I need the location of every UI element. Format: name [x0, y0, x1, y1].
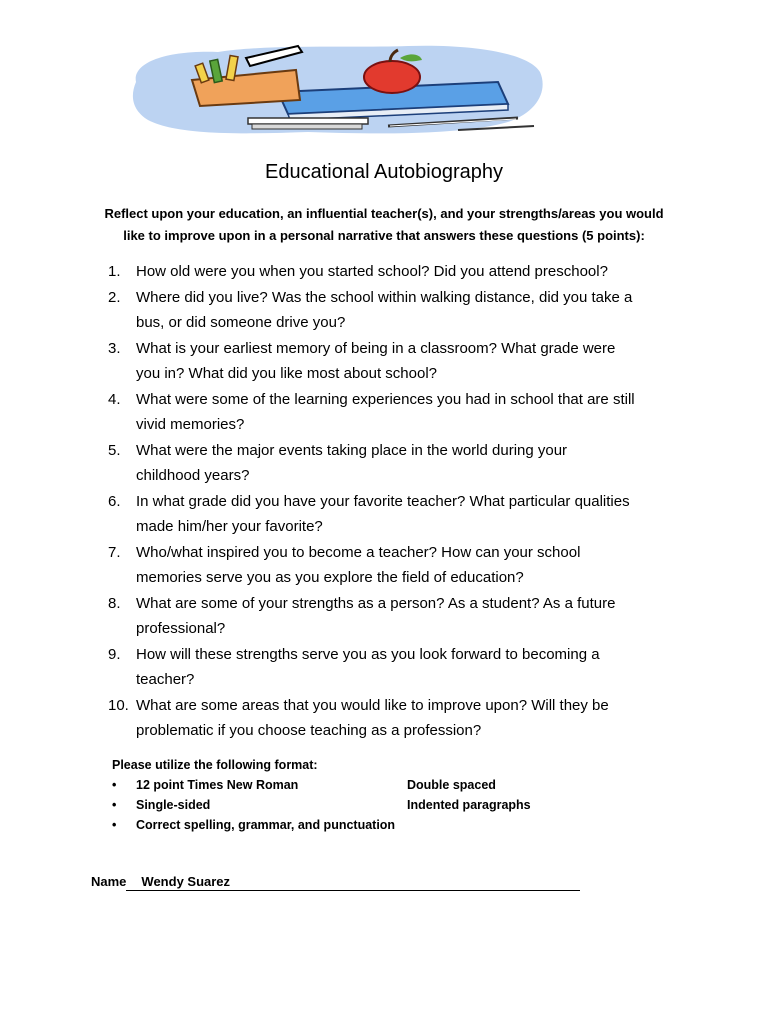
format-item: Single-sided — [136, 798, 211, 812]
question-item — [108, 642, 668, 693]
question-text: What are some of your strengths as a person? As a student? As a future — [136, 594, 616, 612]
intro-paragraph — [80, 203, 688, 247]
name-label: Name — [91, 874, 127, 889]
question-text: What were the major events taking place in the world during your — [136, 441, 568, 459]
bullet-icon: • — [112, 818, 117, 832]
question-item — [108, 438, 668, 489]
question-text: What were some of the learning experiences you had in school that are still — [136, 390, 635, 408]
format-item: Double spaced — [407, 778, 496, 792]
name-field — [91, 872, 591, 892]
format-item: 12 point Times New Roman — [136, 778, 299, 792]
question-number: 10. — [108, 696, 129, 714]
question-text-continued: teacher? — [136, 671, 195, 688]
question-text: What is your earliest memory of being in a classroom? What grade were — [136, 339, 616, 357]
question-number: 7. — [108, 543, 121, 561]
bullet-icon: • — [112, 778, 117, 792]
document-title: Educational Autobiography — [265, 161, 503, 183]
question-text-continued: bus, or did someone drive you? — [136, 314, 346, 331]
name-value[interactable]: Wendy Suarez — [126, 873, 580, 891]
question-text-continued: vivid memories? — [136, 416, 245, 433]
question-item — [108, 336, 668, 387]
question-number: 1. — [108, 263, 121, 280]
question-text: How old were you when you started school? Did you attend preschool? — [136, 263, 608, 280]
format-item: Correct spelling, grammar, and punctuation — [136, 818, 396, 832]
format-row — [112, 815, 632, 835]
question-text-continued: you in? What did you like most about school? — [136, 365, 438, 382]
question-item — [108, 540, 668, 591]
question-number: 8. — [108, 594, 121, 612]
question-number: 6. — [108, 492, 121, 510]
question-number: 4. — [108, 390, 121, 408]
question-item — [108, 591, 668, 642]
question-list — [108, 259, 668, 744]
intro-line-2: like to improve upon in a personal narrative that answers these questions (5 points): — [123, 228, 645, 243]
question-text-continued: made him/her your favorite? — [136, 518, 323, 535]
format-row — [112, 775, 632, 795]
question-text-continued: problematic if you choose teaching as a profession? — [136, 722, 482, 739]
question-number: 2. — [108, 288, 121, 306]
format-row — [112, 795, 632, 815]
question-number: 3. — [108, 339, 121, 357]
question-text: Where did you live? Was the school within walking distance, did you take a — [136, 288, 633, 306]
format-requirements — [112, 755, 632, 835]
question-text: In what grade did you have your favorite teacher? What particular qualities — [136, 492, 630, 510]
question-number: 5. — [108, 441, 121, 459]
bullet-icon: • — [112, 798, 117, 812]
question-text: How will these strengths serve you as you look forward to becoming a — [136, 645, 600, 663]
school-supplies-clipart-icon — [128, 42, 548, 138]
question-item — [108, 693, 668, 744]
intro-line-1: Reflect upon your education, an influential teacher(s), and your strengths/areas you would — [104, 206, 664, 221]
question-text: What are some areas that you would like to improve upon? Will they be — [136, 696, 609, 714]
question-number: 9. — [108, 645, 121, 663]
question-item — [108, 259, 668, 285]
question-text-continued: childhood years? — [136, 467, 250, 484]
format-heading: Please utilize the following format: — [112, 758, 318, 772]
question-item — [108, 489, 668, 540]
question-item — [108, 285, 668, 336]
format-item: Indented paragraphs — [407, 798, 531, 812]
question-text-continued: professional? — [136, 620, 226, 637]
question-item — [108, 387, 668, 438]
question-text: Who/what inspired you to become a teacher? How can your school — [136, 543, 581, 561]
question-text-continued: memories serve you as you explore the field of education? — [136, 569, 524, 586]
